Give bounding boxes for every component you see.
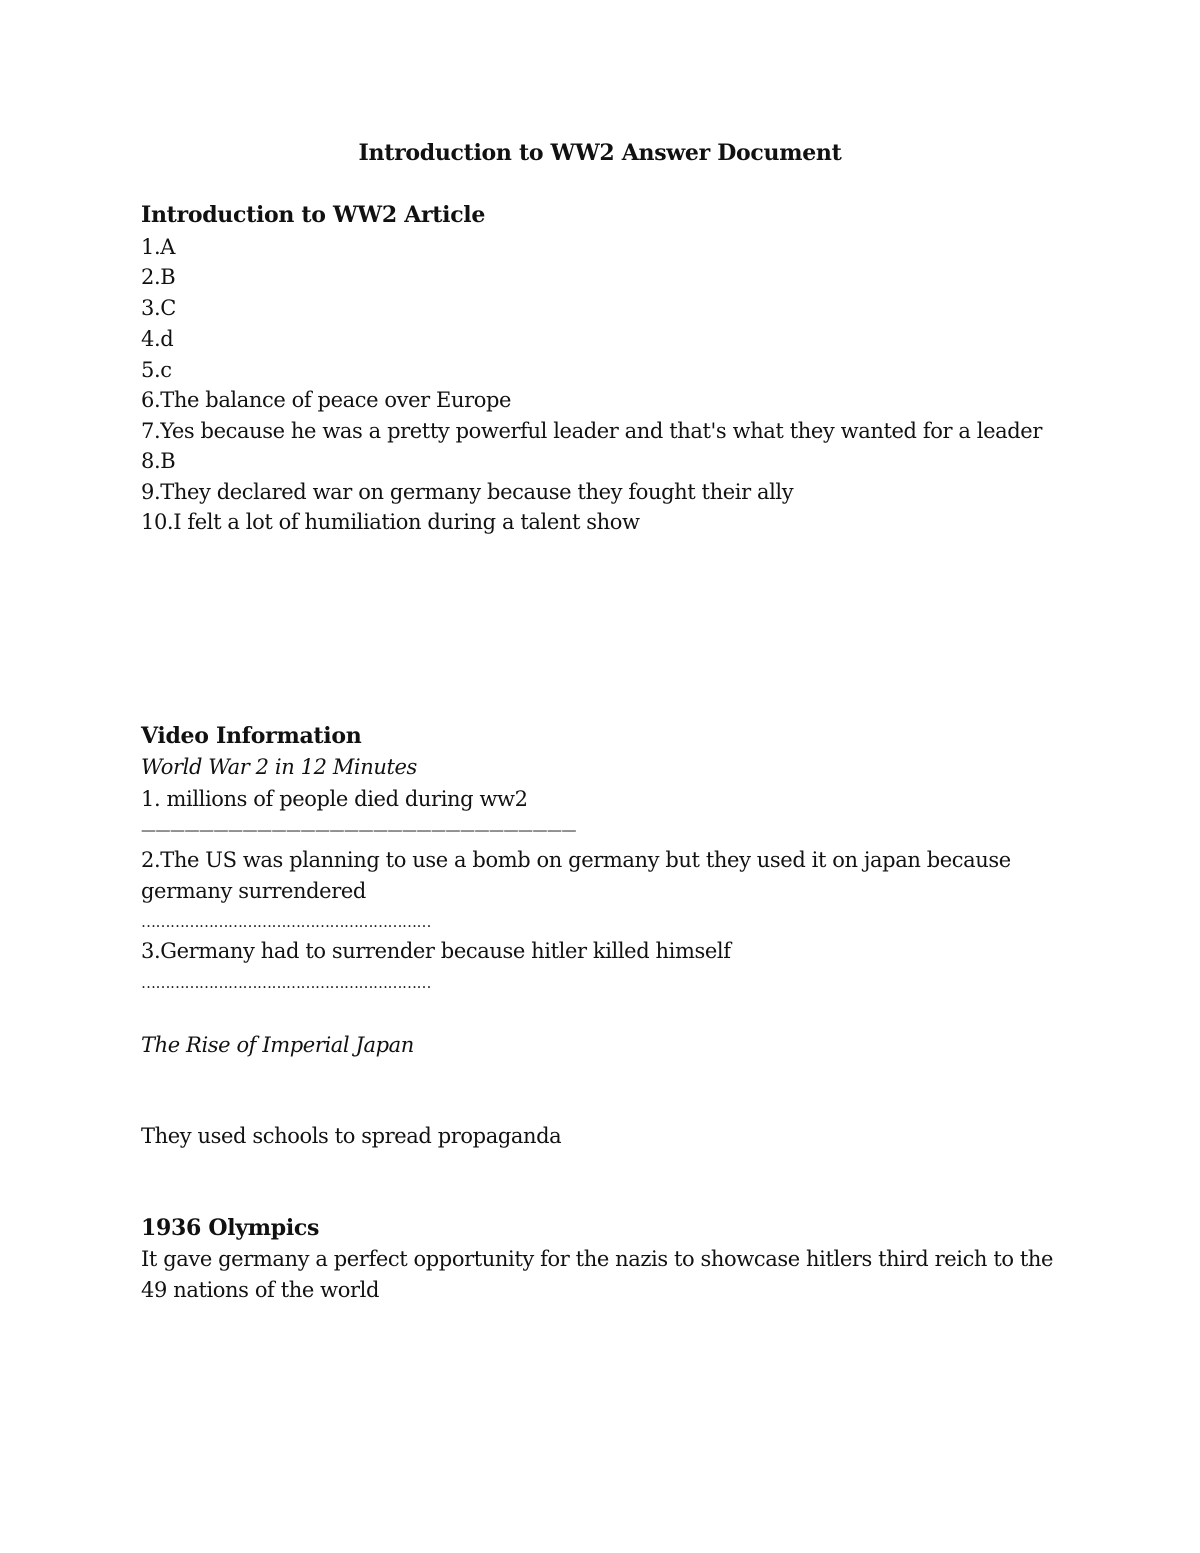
video-subtitle-ww2: World War 2 in 12 Minutes xyxy=(141,755,417,779)
video-answer-3: 3.Germany had to surrender because hitler killed himself xyxy=(141,939,731,963)
dot-rule-2: …………………………………………………… xyxy=(141,974,431,992)
video-heading: Video Information xyxy=(141,723,362,749)
dash-rule: —————————————————————————————— xyxy=(141,821,576,839)
article-answer-3: 3.C xyxy=(141,296,176,320)
article-answer-1: 1.A xyxy=(141,235,176,259)
article-heading: Introduction to WW2 Article xyxy=(141,202,486,228)
olympics-answer-line-2: 49 nations of the world xyxy=(141,1278,379,1302)
article-answer-6: 6.The balance of peace over Europe xyxy=(141,388,512,412)
article-answer-7: 7.Yes because he was a pretty powerful leader and that's what they wanted for a leader xyxy=(141,419,1042,443)
document-title: Introduction to WW2 Answer Document xyxy=(358,140,842,166)
dot-rule-1: …………………………………………………… xyxy=(141,913,431,931)
video-answer-2-line-1: 2.The US was planning to use a bomb on germany but they used it on japan because xyxy=(141,848,1011,872)
article-answer-4: 4.d xyxy=(141,327,174,351)
article-answer-2: 2.B xyxy=(141,265,176,289)
article-answer-5: 5.c xyxy=(141,358,172,382)
article-answer-8: 8.B xyxy=(141,449,176,473)
article-answer-10: 10.I felt a lot of humiliation during a talent show xyxy=(141,510,640,534)
olympics-answer-line-1: It gave germany a perfect opportunity for the nazis to showcase hitlers third reich to the xyxy=(141,1247,1054,1271)
video-answer-2-line-2: germany surrendered xyxy=(141,879,366,903)
video-answer-1: 1. millions of people died during ww2 xyxy=(141,787,528,811)
olympics-heading: 1936 Olympics xyxy=(141,1215,320,1241)
japan-answer: They used schools to spread propaganda xyxy=(141,1124,562,1148)
video-subtitle-japan: The Rise of Imperial Japan xyxy=(141,1033,414,1057)
article-answer-9: 9.They declared war on germany because they fought their ally xyxy=(141,480,794,504)
